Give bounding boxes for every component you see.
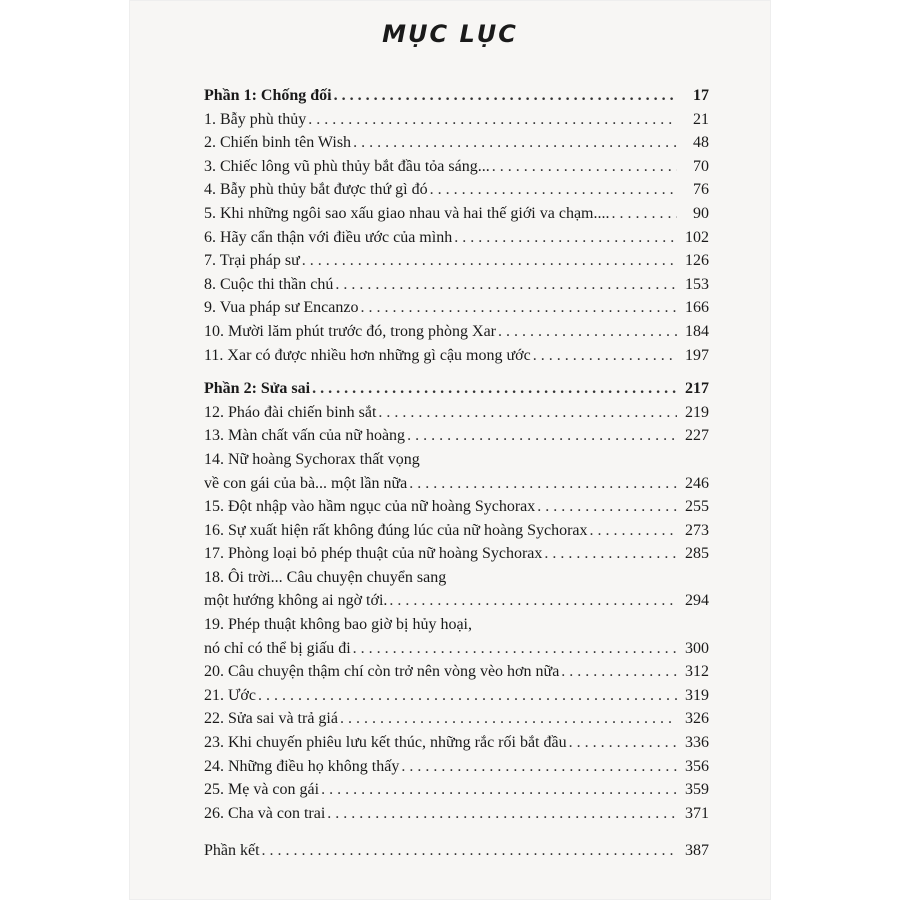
toc-entry-title: 18. Ôi trời... Câu chuyện chuyển sang xyxy=(204,568,447,586)
toc-entry-title: 8. Cuộc thi thần chú xyxy=(204,275,334,293)
dot-leader xyxy=(334,84,677,108)
toc-chapter-entry xyxy=(204,273,709,297)
toc-chapter-entry xyxy=(204,320,709,344)
toc-entry-title: 17. Phòng loại bỏ phép thuật của nữ hoàng Sychorax xyxy=(204,545,543,563)
dot-leader xyxy=(389,589,677,613)
toc-page-number: 285 xyxy=(685,545,709,563)
toc-entry-title: 10. Mười lăm phút trước đó, trong phòng Xar xyxy=(204,322,497,340)
dot-leader xyxy=(327,802,677,826)
toc-page-number: 300 xyxy=(685,639,709,657)
toc-page-number: 227 xyxy=(685,427,709,445)
toc-chapter-entry xyxy=(204,424,709,448)
toc-page-number: 70 xyxy=(693,157,709,175)
toc-chapter-entry xyxy=(204,226,709,250)
toc-page-number: 273 xyxy=(685,521,709,539)
toc-chapter-entry xyxy=(204,802,709,826)
toc-entry-title: 14. Nữ hoàng Sychorax thất vọng xyxy=(204,450,420,468)
toc-page-number: 356 xyxy=(685,757,709,775)
toc-entry-title: Phần 2: Sửa sai xyxy=(204,380,311,398)
dot-leader xyxy=(430,178,677,202)
toc-chapter-entry xyxy=(204,131,709,155)
toc-page-number: 319 xyxy=(685,686,709,704)
toc-page-number: 153 xyxy=(685,275,709,293)
dot-leader xyxy=(321,778,677,802)
dot-leader xyxy=(353,637,677,661)
dot-leader xyxy=(454,226,677,250)
toc-chapter-entry xyxy=(204,495,709,519)
toc-page-number: 219 xyxy=(685,403,709,421)
toc-page-number: 197 xyxy=(685,346,709,364)
toc-chapter-entry xyxy=(204,519,709,543)
toc-entry-title: 4. Bẫy phù thủy bắt được thứ gì đó xyxy=(204,181,428,199)
toc-entry-title: 7. Trại pháp sư xyxy=(204,252,300,270)
dot-leader xyxy=(498,320,677,344)
toc-entry-title: 6. Hãy cẩn thận với điều ước của mình xyxy=(204,228,453,246)
toc-chapter-entry xyxy=(204,108,709,132)
page-title: MỤC LỤC xyxy=(382,20,518,48)
table-of-contents xyxy=(204,84,709,863)
dot-leader xyxy=(569,731,677,755)
toc-page-number: 246 xyxy=(685,474,709,492)
section-spacer xyxy=(204,367,709,377)
dot-leader xyxy=(262,839,677,863)
toc-chapter-entry xyxy=(204,660,709,684)
toc-page-number: 359 xyxy=(685,781,709,799)
toc-page-number: 76 xyxy=(693,181,709,199)
toc-part-heading xyxy=(204,377,709,401)
dot-leader xyxy=(492,155,677,179)
toc-chapter-entry xyxy=(204,731,709,755)
toc-entry-title: 24. Những điều họ không thấy xyxy=(204,757,400,775)
toc-page-number: 294 xyxy=(685,592,709,610)
dot-leader xyxy=(378,401,677,425)
section-spacer xyxy=(204,825,709,839)
toc-page-number: 90 xyxy=(693,204,709,222)
toc-entry-title: 13. Màn chất vấn của nữ hoàng xyxy=(204,427,406,445)
toc-page-number: 102 xyxy=(685,228,709,246)
toc-page-number: 17 xyxy=(693,87,709,104)
dot-leader xyxy=(401,755,677,779)
toc-chapter-entry xyxy=(204,202,709,226)
toc-page-number: 387 xyxy=(685,842,709,860)
toc-entry-title: 5. Khi những ngôi sao xấu giao nhau và hai thế giới va chạm.... xyxy=(204,204,610,222)
dot-leader xyxy=(409,472,677,496)
toc-entry-title: 9. Vua pháp sư Encanzo xyxy=(204,299,359,317)
dot-leader xyxy=(308,108,677,132)
toc-entry-title: 21. Ước xyxy=(204,686,256,704)
dot-leader xyxy=(340,707,677,731)
toc-page-number: 371 xyxy=(685,804,709,822)
toc-entry-title: 2. Chiến binh tên Wish xyxy=(204,134,352,152)
dot-leader xyxy=(353,131,677,155)
toc-entry-title: Phần kết xyxy=(204,842,260,860)
toc-entry-title: 11. Xar có được nhiều hơn những gì cậu mong ước xyxy=(204,346,531,364)
dot-leader xyxy=(590,519,678,543)
toc-entry-title: một hướng không ai ngờ tới. xyxy=(204,592,388,610)
toc-entry-title: 20. Câu chuyện thậm chí còn trở nên vòng vèo hơn nữa xyxy=(204,663,560,681)
dot-leader xyxy=(544,542,677,566)
toc-chapter-entry xyxy=(204,707,709,731)
dot-leader xyxy=(561,660,677,684)
toc-entry-title: 19. Phép thuật không bao giờ bị hủy hoại, xyxy=(204,616,472,634)
toc-chapter-entry xyxy=(204,344,709,368)
dot-leader xyxy=(302,249,677,273)
toc-entry-title: 12. Pháo đài chiến binh sắt xyxy=(204,403,377,421)
toc-page-number: 48 xyxy=(693,134,709,152)
toc-chapter-entry xyxy=(204,589,709,613)
dot-leader xyxy=(612,202,678,226)
toc-entry-title: 1. Bẫy phù thủy xyxy=(204,110,307,128)
dot-leader xyxy=(312,377,677,401)
toc-entry-title: 3. Chiếc lông vũ phù thủy bắt đầu tỏa sáng... xyxy=(204,157,490,175)
toc-page-number: 336 xyxy=(685,734,709,752)
toc-page-number: 326 xyxy=(685,710,709,728)
dot-leader xyxy=(360,296,677,320)
toc-chapter-entry xyxy=(204,155,709,179)
toc-page-number: 21 xyxy=(693,110,709,128)
toc-page-number: 217 xyxy=(685,380,709,398)
book-page xyxy=(129,0,771,900)
toc-entry-title: 26. Cha và con trai xyxy=(204,804,326,822)
dot-leader xyxy=(533,344,677,368)
dot-leader xyxy=(335,273,677,297)
toc-page-number: 312 xyxy=(685,663,709,681)
toc-chapter-entry xyxy=(204,613,709,637)
toc-entry-title: 22. Sửa sai và trả giá xyxy=(204,710,338,728)
toc-page-number: 255 xyxy=(685,498,709,516)
toc-entry-title: 23. Khi chuyến phiêu lưu kết thúc, những rắc rối bắt đầu xyxy=(204,734,567,752)
toc-chapter-entry xyxy=(204,542,709,566)
toc-chapter-entry xyxy=(204,296,709,320)
toc-page-number: 126 xyxy=(685,252,709,270)
dot-leader xyxy=(407,424,677,448)
toc-epilogue-entry xyxy=(204,839,709,863)
dot-leader xyxy=(258,684,677,708)
toc-entry-title: về con gái của bà... một lần nữa xyxy=(204,474,408,492)
toc-chapter-entry xyxy=(204,778,709,802)
toc-chapter-entry xyxy=(204,684,709,708)
toc-chapter-entry xyxy=(204,755,709,779)
toc-page-number: 184 xyxy=(685,322,709,340)
toc-chapter-entry xyxy=(204,472,709,496)
dot-leader xyxy=(537,495,677,519)
toc-chapter-entry xyxy=(204,566,709,590)
toc-chapter-entry xyxy=(204,637,709,661)
toc-entry-title: nó chỉ có thể bị giấu đi xyxy=(204,639,351,657)
toc-chapter-entry xyxy=(204,178,709,202)
toc-entry-title: 25. Mẹ và con gái xyxy=(204,781,320,799)
toc-chapter-entry xyxy=(204,401,709,425)
toc-chapter-entry xyxy=(204,249,709,273)
toc-entry-title: 15. Đột nhập vào hầm ngục của nữ hoàng Sychorax xyxy=(204,498,536,516)
toc-entry-title: 16. Sự xuất hiện rất không đúng lúc của nữ hoàng Sychorax xyxy=(204,521,588,539)
toc-part-heading xyxy=(204,84,709,108)
toc-page-number: 166 xyxy=(685,299,709,317)
toc-chapter-entry xyxy=(204,448,709,472)
toc-entry-title: Phần 1: Chống đối xyxy=(204,87,332,104)
